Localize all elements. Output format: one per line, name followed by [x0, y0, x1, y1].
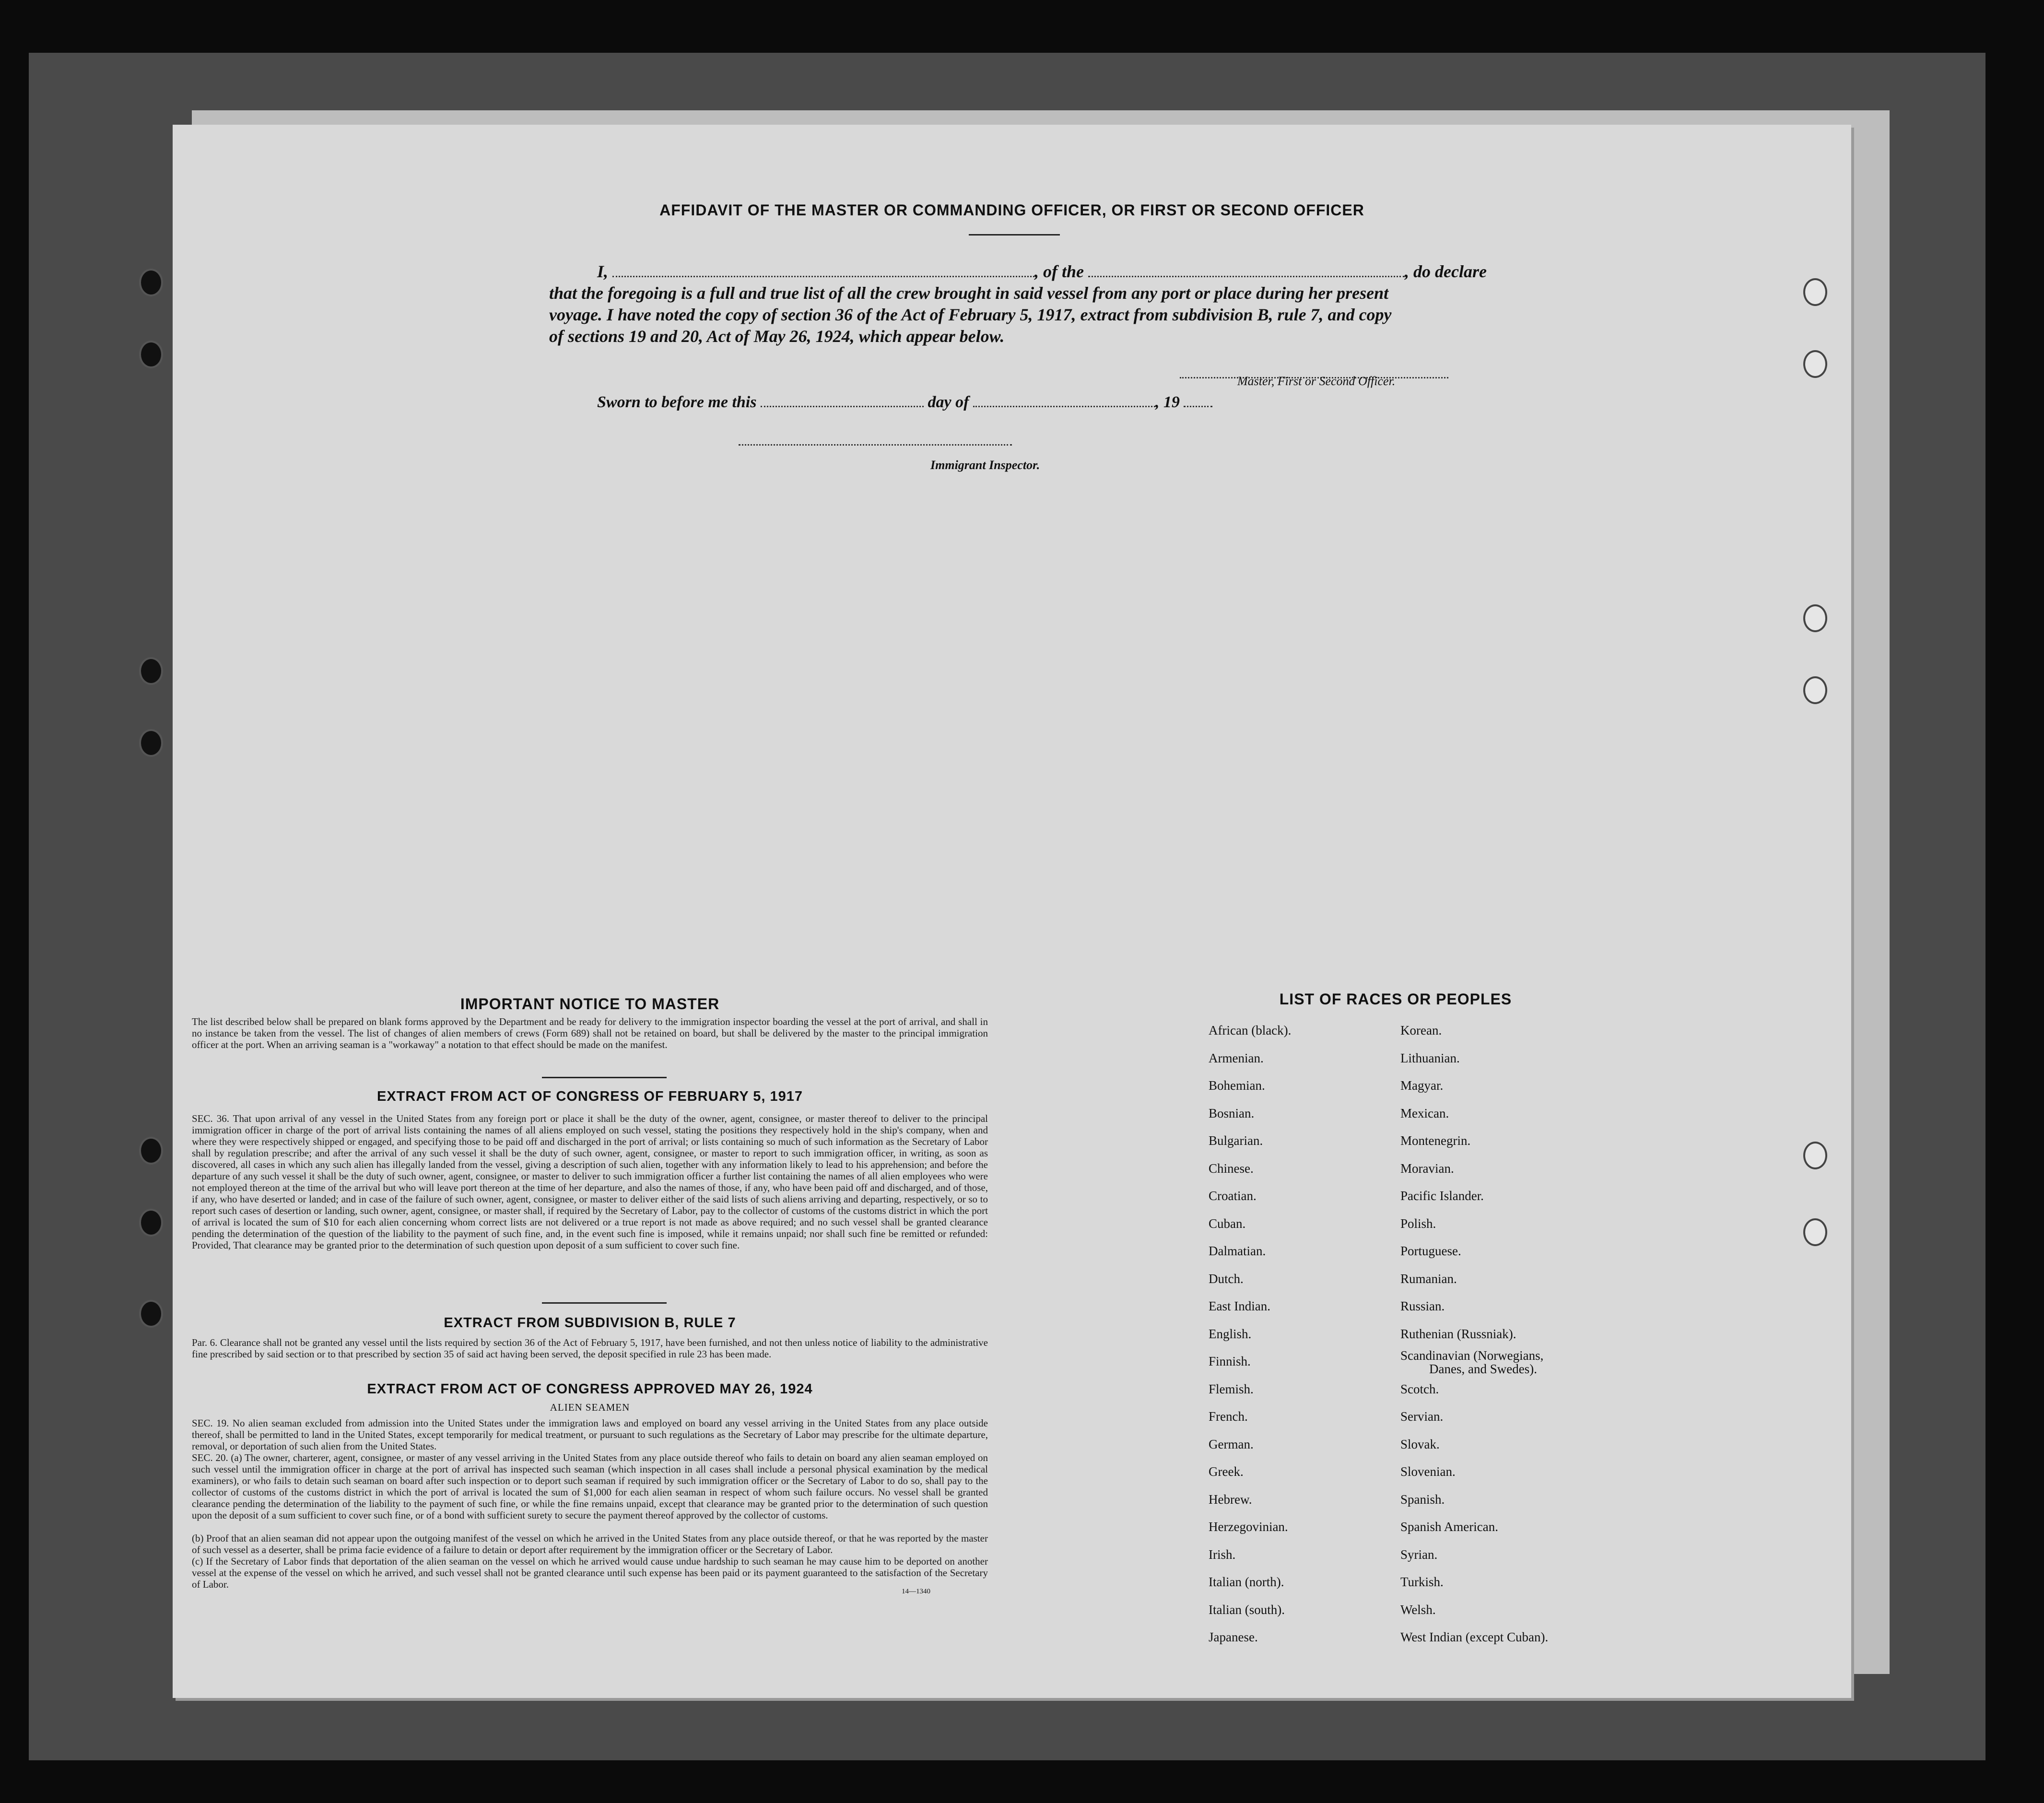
extract3-b: (b) Proof that an alien seaman did not appear upon the outgoing manifest of the vessel on which he arrived in the United States from any place outside thereof, or that he was reported by the master of such vessel as a deserter, shall be prima facie evidence of a failure to detain or deport after requirement by the immigration officer or the Secretary of Labor.	[192, 1532, 988, 1556]
extract3-sec20: SEC. 20. (a) The owner, charterer, agent, consignee, or master of any vessel arriving in the United States from any place outside thereof who fails to detain on board any alien seaman employed on such vessel until the immigration officer in charge at the port of arrival has inspected such seaman (which inspection in all cases shall include a personal physical examination by the medical examiners), or who fails to detain such seaman on board after such inspection or to deport such seaman if required by such immigration officer or the Secretary of Labor to do so, shall pay to the collector of customs of the customs district in which the port of arrival is located the sum of $1,000 for each alien seaman in respect of whom such failure occurs. No vessel shall be granted clearance pending the determination of the liability to the payment of such fine, or while the fine remains unpaid, except that clearance may be granted prior to the determination of such question upon the deposit of a sum sufficient to cover such fine, or of a bond with sufficient surety to secure the payment thereof approved by the collector of customs.	[192, 1452, 988, 1521]
extract3-c: (c) If the Secretary of Labor finds that deportation of the alien seaman on the vessel on which he arrived would cause undue hardship to such seaman he may cause him to be deported on another vessel at the expense of the vessel on which he arrived, and such vessel shall not be granted clearance until such expense has been paid or its payment guaranteed to the satisfaction of the Secretary of Labor.	[192, 1556, 988, 1590]
race-item: French.	[1209, 1409, 1248, 1424]
sworn-year-blank[interactable]	[1184, 393, 1212, 407]
race-item: Armenian.	[1209, 1050, 1264, 1065]
race-item: East Indian.	[1209, 1299, 1270, 1313]
race-item: Portuguese.	[1400, 1244, 1461, 1258]
inspector-signature-line[interactable]	[739, 432, 1012, 446]
extract3-title: EXTRACT FROM ACT OF CONGRESS APPROVED MAY 26, 1924	[367, 1381, 813, 1397]
race-item: Greek.	[1209, 1464, 1244, 1479]
race-item: Flemish.	[1209, 1381, 1254, 1396]
binder-hole	[1803, 278, 1827, 306]
race-item: Bosnian.	[1209, 1106, 1255, 1120]
race-item: Slovenian.	[1400, 1464, 1456, 1479]
race-item-line: Scandinavian (Norwegians,	[1400, 1348, 1544, 1363]
binder-hole	[139, 1209, 163, 1237]
extract2-title: EXTRACT FROM SUBDIVISION B, RULE 7	[444, 1315, 736, 1331]
master-signature-label: Master, First or Second Officer.	[1237, 374, 1396, 388]
races-right-column	[1400, 1017, 1548, 1651]
inspector-label: Immigrant Inspector.	[930, 458, 1040, 472]
race-item: Pacific Islander.	[1400, 1189, 1484, 1203]
sworn-day-blank[interactable]	[761, 393, 924, 407]
race-item: Bulgarian.	[1209, 1133, 1263, 1148]
notice-body: The list described below shall be prepared on blank forms approved by the Department and be ready for delivery to the immigration inspector boarding the vessel at the port of arrival, and shall in no instance be taken from the vessel. The list of changes of alien members of crews (Form 689) shall not be retained on board, but shall be delivered by the master to the principal immigration officer at the port. When an arriving seaman is a "workaway" a notation to that effect should be made on the manifest.	[192, 1016, 988, 1050]
race-item-line: Danes, and Swedes).	[1429, 1362, 1537, 1376]
race-item: Croatian.	[1209, 1189, 1257, 1203]
race-item: Servian.	[1400, 1409, 1444, 1424]
race-item: Finnish.	[1209, 1354, 1251, 1368]
races-title: LIST OF RACES OR PEOPLES	[1279, 990, 1512, 1008]
binder-hole	[139, 1137, 163, 1165]
race-item: Magyar.	[1400, 1078, 1444, 1093]
binder-hole	[139, 269, 163, 296]
race-item: Mexican.	[1400, 1106, 1449, 1120]
affidavit-line-2: that the foregoing is a full and true list of all the crew brought in said vessel from any port or place during her present	[549, 283, 1389, 303]
race-item: West Indian (except Cuban).	[1400, 1630, 1549, 1644]
race-item: Dalmatian.	[1209, 1244, 1266, 1258]
race-item: Scotch.	[1400, 1381, 1439, 1396]
notice-title: IMPORTANT NOTICE TO MASTER	[460, 995, 720, 1013]
manifest-page	[173, 125, 1851, 1698]
race-item: Spanish.	[1400, 1492, 1445, 1507]
sworn-month-blank[interactable]	[973, 393, 1155, 407]
race-item: Polish.	[1400, 1216, 1436, 1231]
extract1-title: EXTRACT FROM ACT OF CONGRESS OF FEBRUARY 5, 1917	[376, 1089, 803, 1104]
race-item: Japanese.	[1209, 1630, 1258, 1644]
affidavit-line-1: I, , of the , do declare	[597, 262, 1487, 281]
race-item: English.	[1209, 1326, 1252, 1341]
race-item	[1400, 1348, 1548, 1376]
race-item: Syrian.	[1400, 1547, 1438, 1562]
affidavit-line-3: voyage. I have noted the copy of section 36 of the Act of February 5, 1917, extract from subdivision B, rule 7, and copy	[549, 305, 1392, 324]
binder-hole	[1803, 676, 1827, 704]
race-item: Chinese.	[1209, 1161, 1254, 1176]
title-divider	[969, 234, 1060, 236]
binder-hole	[139, 341, 163, 368]
notice-divider	[542, 1077, 667, 1078]
race-item: Montenegrin.	[1400, 1133, 1471, 1148]
vessel-blank[interactable]	[1088, 263, 1405, 277]
extract1-body: SEC. 36. That upon arrival of any vessel in the United States from any foreign port or place it shall be the duty of the owner, agent, consignee, or master thereof to deliver to the principal immigration officer in charge of the port of arrival lists containing the names of all aliens employed on such vessel, stating the positions they respectively hold in the ship's company, when and where they were respectively shipped or engaged, and specifying those to be paid off and discharged in the port of arrival; or lists containing so much of such information as the Secretary of Labor shall by regulation prescribe; and after the arrival of any such vessel it shall be the duty of such owner, agent, consignee, or master to report to such immigration officer, in writing, as soon as discovered, all cases in which any such alien has illegally landed from the vessel, giving a description of such alien, together with any information likely to lead to his apprehension; and before the departure of any such vessel it shall be the duty of such owner, agent, consignee, or master to deliver to such immigration officer a further list containing the names of all alien employees who were not employed thereon at the time of the arrival but who will leave port thereon at the time of her departure, and also the names of those, if any, who have been paid off and discharged, and of those, if any, who have deserted or landed; and in case of the failure of such owner, agent, consignee, or master to deliver either of the said lists of such aliens arriving and departing, respectively, or so to report such cases of desertion or landing, such owner, agent, consignee, or master shall, if required by the Secretary of Labor, pay to the collector of customs of the customs district in which the port of arrival is located the sum of $10 for each alien concerning whom correct lists are not delivered or a true report is not made as above required; and no such vessel shall be granted clearance pending the determination of the question of the liability to the payment of such fine, and, in the event such fine is imposed, while it remains unpaid; nor shall such fine be remitted or refunded: Provided, That clearance may be granted prior to the determination of such question upon deposit of a sum sufficient to cover such fine.	[192, 1113, 988, 1251]
name-blank[interactable]	[612, 263, 1034, 277]
affidavit-line-4: of sections 19 and 20, Act of May 26, 1924, which appear below.	[549, 327, 1005, 346]
extract1-divider	[542, 1302, 667, 1304]
binder-hole	[139, 1300, 163, 1328]
binder-hole	[1803, 1142, 1827, 1169]
extract2-body: Par. 6. Clearance shall not be granted any vessel until the lists required by section 36 of the Act of February 5, 1917, have been furnished, and not then unless notice of liability to the administrative fine prescribed by said section or to that prescribed by section 35 of said act having been served, the deposit specified in rule 23 has been made.	[192, 1337, 988, 1360]
race-item: Ruthenian (Russniak).	[1400, 1326, 1516, 1341]
race-item: Spanish American.	[1400, 1520, 1498, 1534]
race-item: Russian.	[1400, 1299, 1445, 1313]
race-item: Lithuanian.	[1400, 1050, 1460, 1065]
sworn-line: Sworn to before me this day of , 19	[597, 393, 1212, 412]
form-number: 14—1340	[902, 1588, 930, 1595]
affidavit-title: AFFIDAVIT OF THE MASTER OR COMMANDING OFFICER, OR FIRST OR SECOND OFFICER	[659, 201, 1364, 219]
race-item: African (black).	[1209, 1023, 1292, 1037]
race-item: Turkish.	[1400, 1575, 1444, 1589]
race-item: Welsh.	[1400, 1602, 1436, 1617]
races-left-column	[1209, 1017, 1291, 1651]
extract3-subtitle: ALIEN SEAMEN	[550, 1402, 630, 1413]
race-item: Moravian.	[1400, 1161, 1454, 1176]
race-item: Korean.	[1400, 1023, 1442, 1037]
race-item: Rumanian.	[1400, 1271, 1457, 1286]
binder-hole	[139, 729, 163, 757]
race-item: German.	[1209, 1437, 1254, 1451]
extract3-sec19: SEC. 19. No alien seaman excluded from admission into the United States under the immigration laws and employed on board any vessel arriving in the United States from any place outside thereof, shall be permitted to land in the United States, except temporarily for medical treatment, or pursuant to such regulations as the Secretary of Labor may prescribe for the ultimate departure, removal, or deportation of such alien from the United States.	[192, 1417, 988, 1452]
race-item: Slovak.	[1400, 1437, 1440, 1451]
race-item: Dutch.	[1209, 1271, 1244, 1286]
race-item: Cuban.	[1209, 1216, 1246, 1231]
race-item: Bohemian.	[1209, 1078, 1265, 1093]
race-item: Italian (north).	[1209, 1575, 1284, 1589]
race-item: Herzegovinian.	[1209, 1520, 1288, 1534]
race-item: Irish.	[1209, 1547, 1236, 1562]
binder-hole	[1803, 350, 1827, 378]
binder-hole	[1803, 604, 1827, 632]
binder-hole	[1803, 1218, 1827, 1246]
race-item: Hebrew.	[1209, 1492, 1252, 1507]
binder-hole	[139, 657, 163, 685]
race-item: Italian (south).	[1209, 1602, 1285, 1617]
